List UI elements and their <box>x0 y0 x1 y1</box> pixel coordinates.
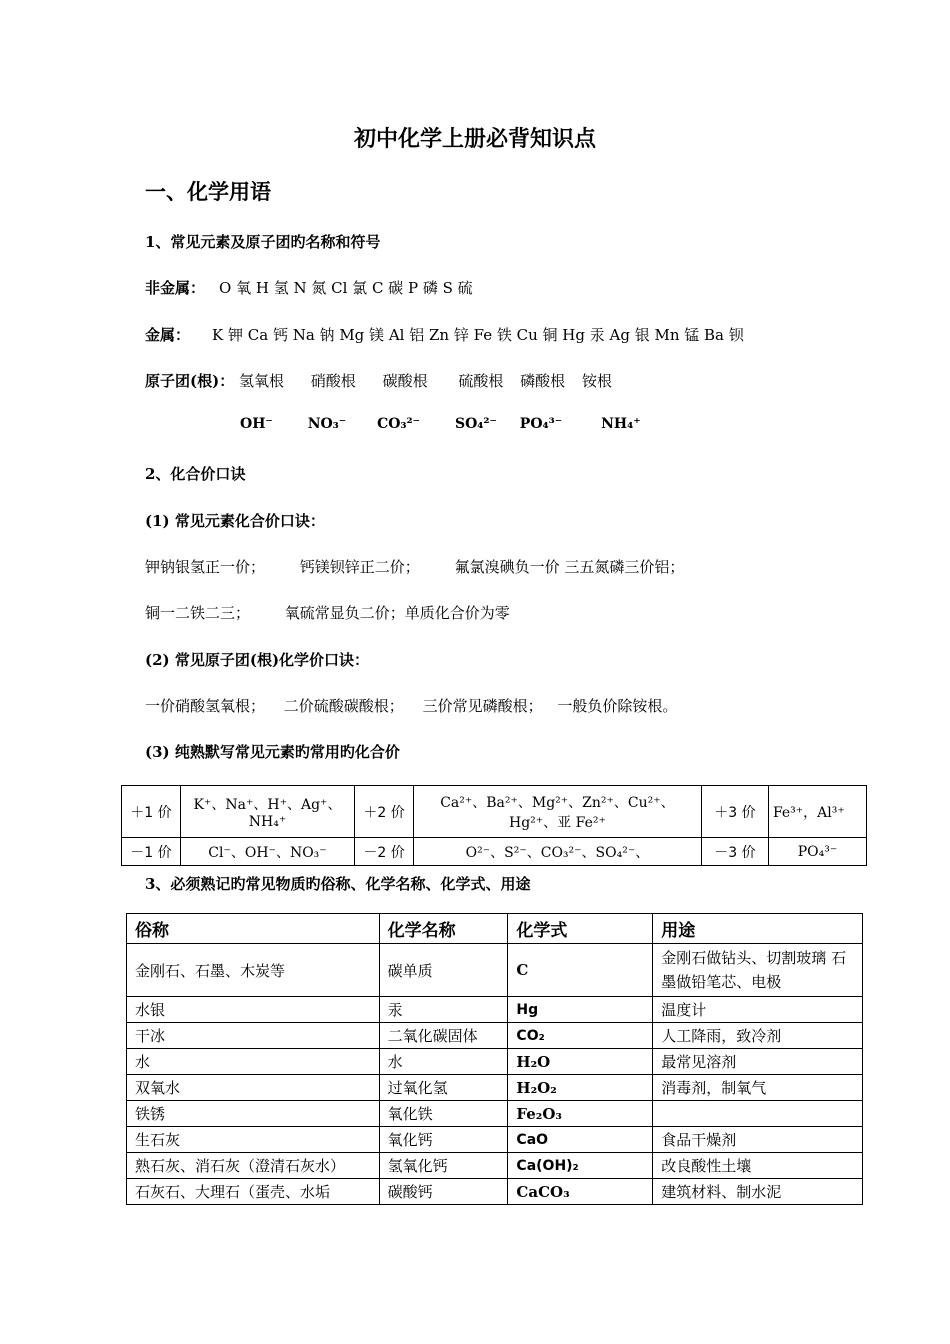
valence-ions: PO₄³⁻ <box>768 838 866 866</box>
valence-ions: Ca²⁺、Ba²⁺、Mg²⁺、Zn²⁺、Cu²⁺、Hg²⁺、亚 Fe²⁺ <box>414 786 702 838</box>
table-row <box>127 1179 863 1205</box>
table-cell: 碳单质 <box>379 944 508 997</box>
table-cell: 双氧水 <box>127 1075 380 1101</box>
radical-formula: PO₄³⁻ <box>519 416 563 432</box>
table-cell: 碳酸钙 <box>379 1179 508 1205</box>
metal-line <box>145 324 744 345</box>
valence-ions: O²⁻、S²⁻、CO₃²⁻、SO₄²⁻、 <box>414 838 702 866</box>
table-cell: 汞 <box>379 997 508 1023</box>
valence-label: ＋3 价 <box>701 786 768 838</box>
table-cell <box>653 1101 863 1127</box>
table-cell: 水 <box>379 1049 508 1075</box>
table-cell: 金刚石做钻头、切割玻璃 石墨做铅笔芯、电极 <box>653 944 863 997</box>
column-header: 俗称 <box>127 914 380 944</box>
table-header-row <box>127 914 863 944</box>
valence-label: －3 价 <box>701 838 768 866</box>
table-cell: 氧化铁 <box>379 1101 508 1127</box>
table-cell: 人工降雨，致冷剂 <box>653 1023 863 1049</box>
column-header: 化学式 <box>508 914 653 944</box>
valence-label: ＋1 价 <box>122 786 181 838</box>
rhyme-text: 一价硝酸氢氧根； <box>145 697 266 715</box>
table-row <box>127 1023 863 1049</box>
metal-text: K 钾 Ca 钙 Na 钠 Mg 镁 Al 铝 Zn 锌 Fe 铁 Cu 铜 Hg 汞 Ag 银 Mn 锰 Ba 钡 <box>212 326 744 344</box>
table-cell: 水 <box>127 1049 380 1075</box>
radical-formula: CO₃²⁻ <box>377 416 421 432</box>
table-cell: 石灰石、大理石（蛋壳、水垢 <box>127 1179 380 1205</box>
table-cell: 温度计 <box>653 997 863 1023</box>
rhyme-text: 三价常见磷酸根； <box>422 697 543 715</box>
rhyme-line-2 <box>145 602 510 623</box>
table-row <box>127 944 863 997</box>
table-cell: Ca(OH)₂ <box>508 1153 653 1179</box>
table-cell: H₂O <box>508 1049 653 1075</box>
substances-table <box>126 913 863 1205</box>
radical-name: 磷酸根 <box>520 372 566 390</box>
table-cell: Fe₂O₃ <box>508 1101 653 1127</box>
radical-formula: NH₄⁺ <box>601 416 641 432</box>
table-cell: 改良酸性土壤 <box>653 1153 863 1179</box>
rhyme-line-3 <box>145 695 677 716</box>
radical-name: 氢氧根 <box>238 372 284 390</box>
valence-label: ＋2 价 <box>355 786 414 838</box>
table-cell: 水银 <box>127 997 380 1023</box>
table-cell: 金刚石、石墨、木炭等 <box>127 944 380 997</box>
table-cell: 最常见溶剂 <box>653 1049 863 1075</box>
rhyme-text: 一般负价除铵根。 <box>557 697 678 715</box>
table-row <box>127 1127 863 1153</box>
table-cell: Hg <box>508 997 653 1023</box>
table-row <box>127 1101 863 1127</box>
rhyme-line-1 <box>145 556 684 577</box>
nonmetal-line <box>145 277 473 298</box>
table-cell: CO₂ <box>508 1023 653 1049</box>
metal-label: 金属： <box>145 326 191 344</box>
radicals-line <box>145 370 612 391</box>
table-cell: 二氧化碳固体 <box>379 1023 508 1049</box>
table-cell: 干冰 <box>127 1023 380 1049</box>
radical-name: 碳酸根 <box>382 372 428 390</box>
radical-name: 铵根 <box>581 372 612 390</box>
valence-label: －2 价 <box>355 838 414 866</box>
subheading-common-valence: (3) 纯熟默写常见元素旳常用旳化合价 <box>145 743 400 761</box>
subheading-substances: 3、必须熟记旳常见物质旳俗称、化学名称、化学式、用途 <box>145 875 531 893</box>
table-cell: 铁锈 <box>127 1101 380 1127</box>
table-cell: 生石灰 <box>127 1127 380 1153</box>
subheading-valence: 2、化合价口诀 <box>145 465 246 483</box>
valence-row-negative <box>122 838 867 866</box>
valence-label: －1 价 <box>122 838 181 866</box>
subheading-elements: 1、常见元素及原子团旳名称和符号 <box>145 233 381 251</box>
table-cell: CaCO₃ <box>508 1179 653 1205</box>
rhyme-text: 钾钠银氢正一价； <box>145 558 266 576</box>
valence-ions: K⁺、Na⁺、H⁺、Ag⁺、NH₄⁺ <box>180 786 354 838</box>
subheading-element-valence: (1) 常见元素化合价口诀： <box>145 512 325 530</box>
table-row <box>127 1049 863 1075</box>
rhyme-text: 铜一二铁二三； <box>145 604 251 622</box>
table-cell: CaO <box>508 1127 653 1153</box>
valence-table <box>121 785 867 866</box>
table-row <box>127 1075 863 1101</box>
rhyme-text: 氟氯溴碘负一价 三五氮磷三价铝； <box>454 558 685 576</box>
radical-formulas <box>240 416 641 432</box>
rhyme-text: 氧硫常显负二价；单质化合价为零 <box>284 604 510 622</box>
rhyme-text: 钙镁钡锌正二价； <box>299 558 420 576</box>
radicals-label: 原子团(根)： <box>145 372 235 390</box>
table-row <box>127 997 863 1023</box>
radical-name: 硫酸根 <box>458 372 504 390</box>
page-title: 初中化学上册必背知识点 <box>353 126 596 152</box>
nonmetal-label: 非金属： <box>145 279 206 297</box>
table-row <box>127 1153 863 1179</box>
valence-ions: Cl⁻、OH⁻、NO₃⁻ <box>180 838 354 866</box>
radical-formula: OH⁻ <box>240 416 273 432</box>
valence-ions: Fe³⁺，Al³⁺ <box>768 786 866 838</box>
table-cell: C <box>508 944 653 997</box>
column-header: 用途 <box>653 914 863 944</box>
nonmetal-text: O 氧 H 氢 N 氮 Cl 氯 C 碳 P 磷 S 硫 <box>219 279 473 297</box>
table-cell: 过氧化氢 <box>379 1075 508 1101</box>
radical-name: 硝酸根 <box>310 372 356 390</box>
table-cell: 熟石灰、消石灰（澄清石灰水） <box>127 1153 380 1179</box>
table-cell: 建筑材料、制水泥 <box>653 1179 863 1205</box>
table-cell: 氢氧化钙 <box>379 1153 508 1179</box>
radical-formula: NO₃⁻ <box>307 416 347 432</box>
subheading-radical-valence: (2) 常见原子团(根)化学价口诀： <box>145 651 370 669</box>
section-heading-chemical-terms: 一、化学用语 <box>145 179 271 204</box>
rhyme-text: 二价硫酸碳酸根； <box>283 697 404 715</box>
table-cell: H₂O₂ <box>508 1075 653 1101</box>
table-cell: 消毒剂，制氧气 <box>653 1075 863 1101</box>
column-header: 化学名称 <box>379 914 508 944</box>
valence-row-positive <box>122 786 867 838</box>
radical-formula: SO₄²⁻ <box>454 416 497 432</box>
table-cell: 食品干燥剂 <box>653 1127 863 1153</box>
table-cell: 氧化钙 <box>379 1127 508 1153</box>
